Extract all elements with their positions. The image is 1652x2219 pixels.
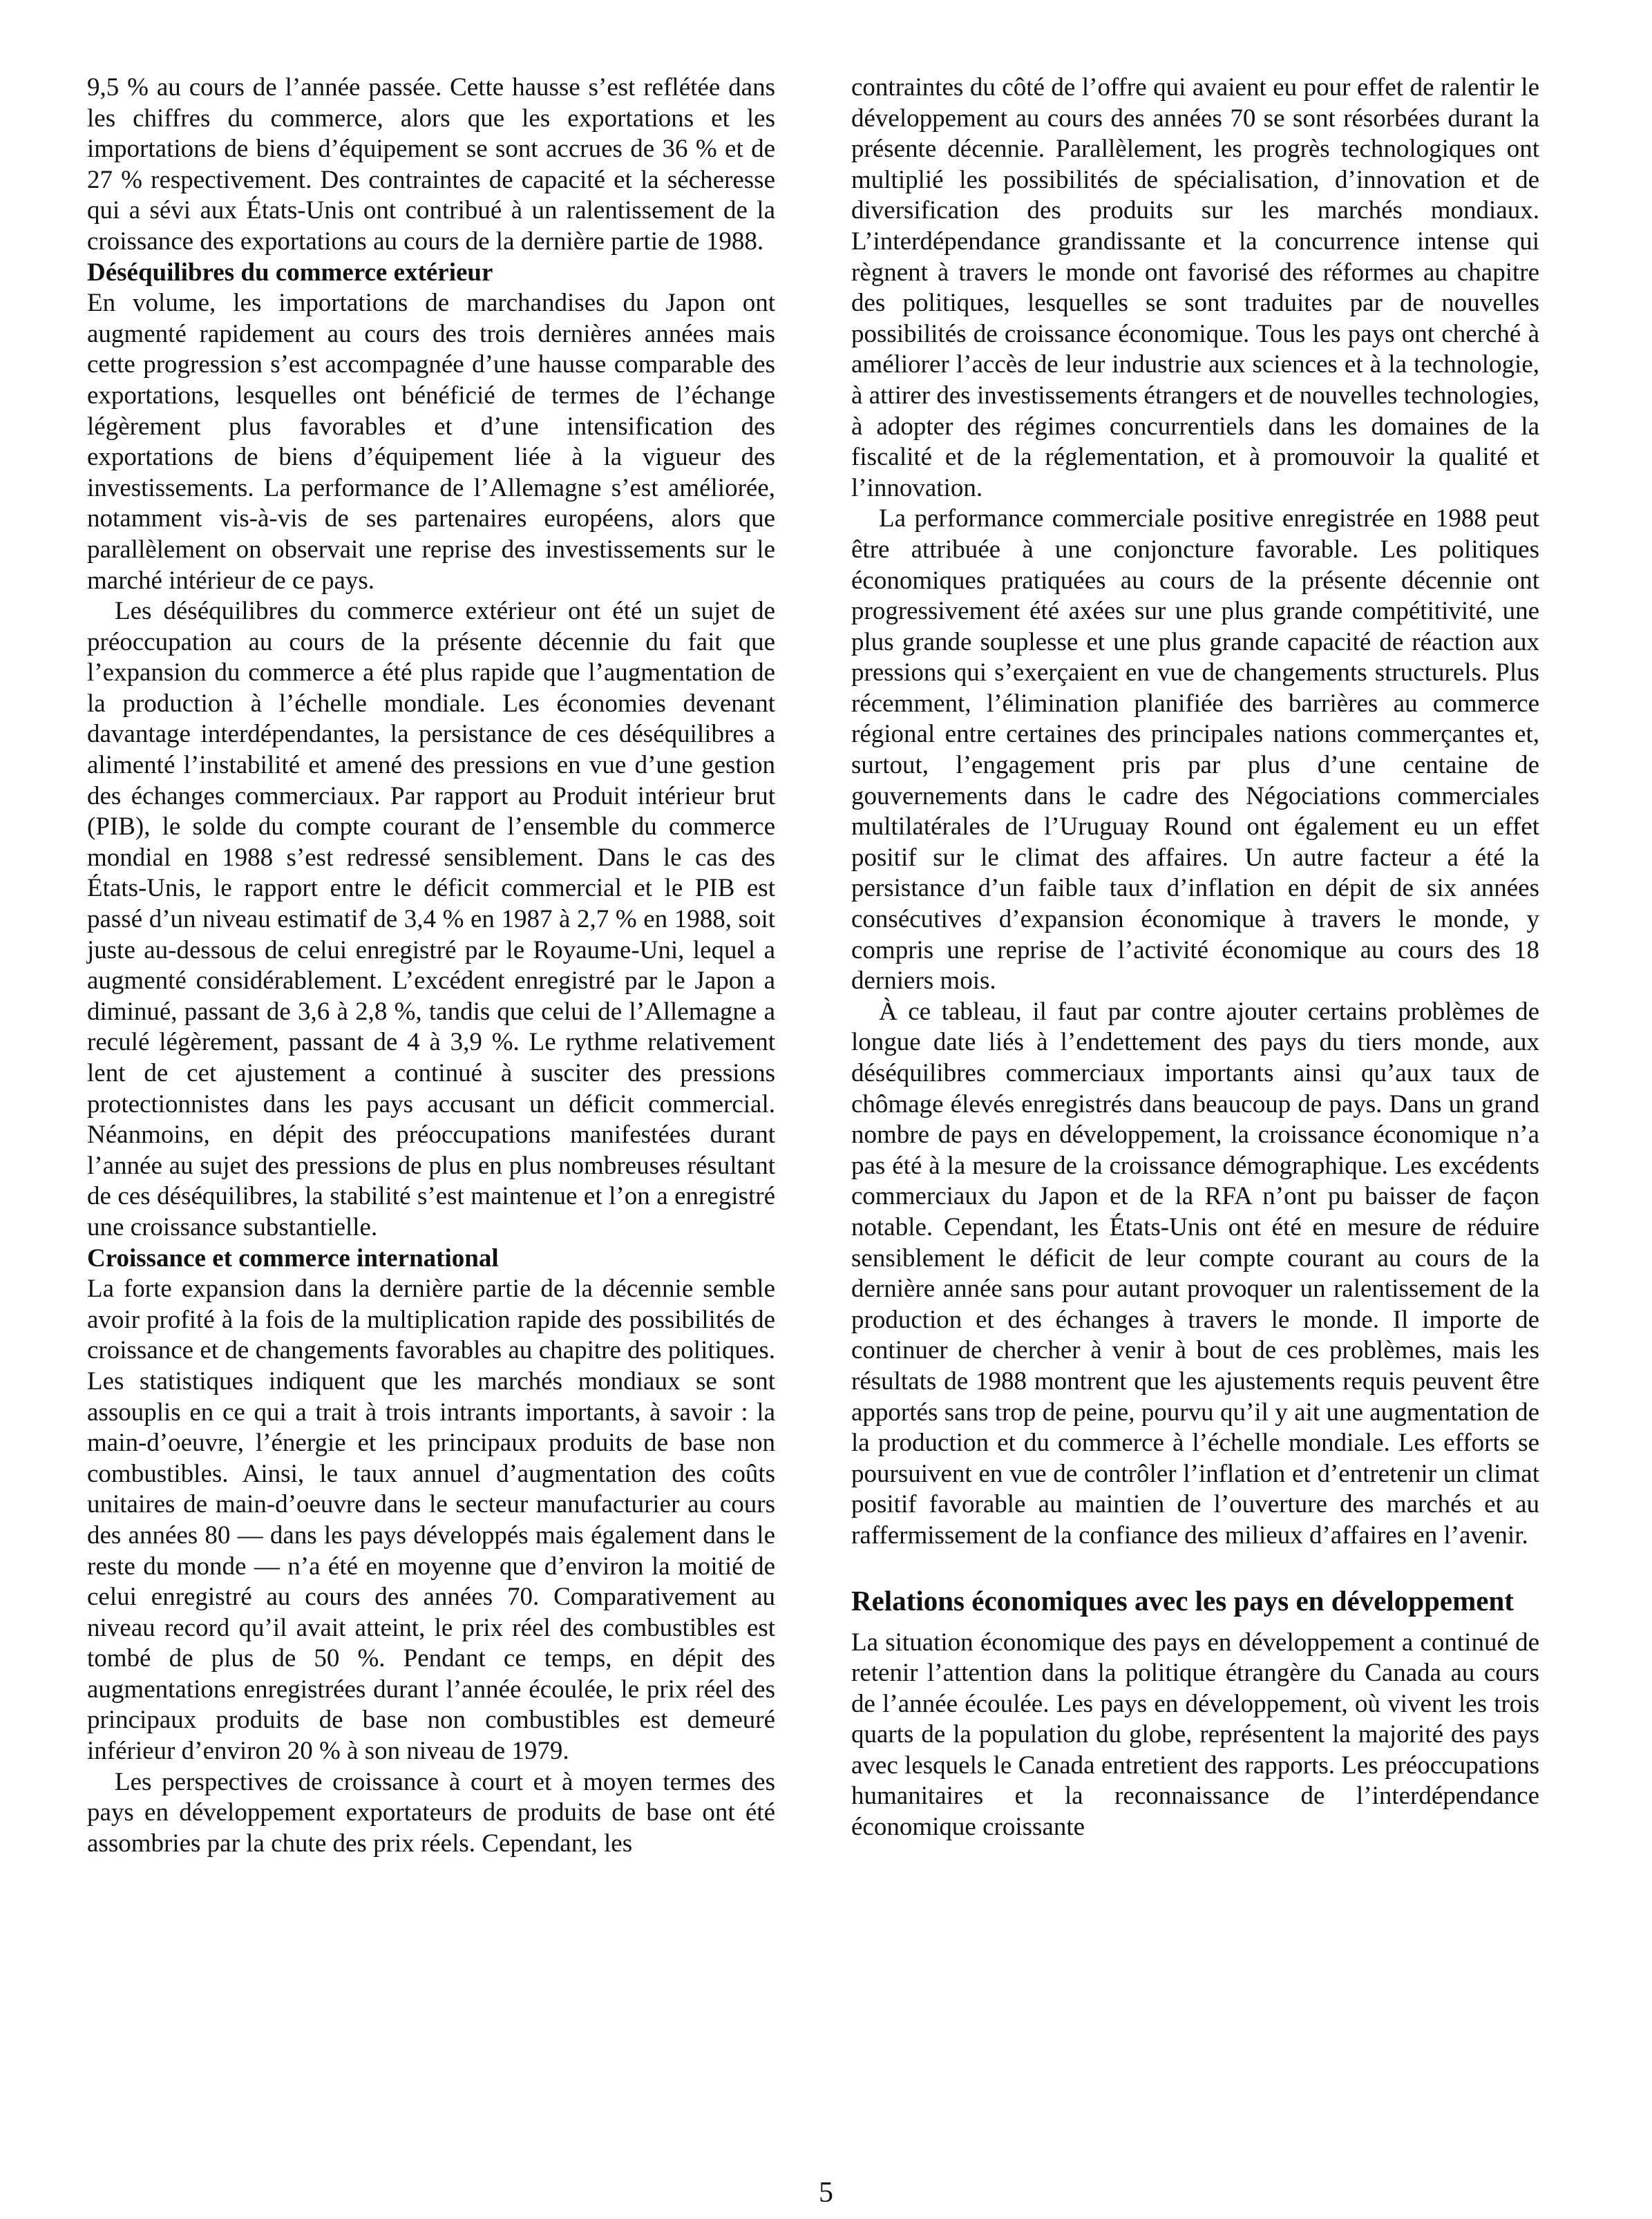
paragraph: contraintes du côté de l’offre qui avaient eu pour effet de ralentir le développement au cours des années 70 se sont résorbées durant la présente décennie. Parallèlement, les progrès technologiques ont multiplié les possibilités de spécialisation, d’innovation et de diversification des produits sur les marchés mondiaux. L’interdépendance grandissante et la concurrence intense qui règnent à travers le monde ont favorisé des réformes au chapitre des politiques, lesquelles se sont traduites par de nouvelles possibilités de croissance économique. Tous les pays ont cherché à améliorer l’accès de leur industrie aux sciences et à la technologie, à attirer des investissements étrangers et de nouvelles technologies, à adopter des régimes concurrentiels dans les domaines de la fiscalité et de la réglementation, et à promouvoir la qualité et l’innovation. <box>851 73 1539 502</box>
paragraph: Les perspectives de croissance à court et à moyen termes des pays en développement exportateurs de produits de base ont été assombries par la chute des prix réels. Cependant, les <box>87 1767 775 1858</box>
paragraph: La situation économique des pays en développement a continué de retenir l’attention dans la politique étrangère du Canada au cours de l’année écoulée. Les pays en développement, où vivent les trois quarts de la population du globe, représentent la majorité des pays avec lesquels le Canada entretient des rapports. Les préoccupations humanitaires et la reconnaissance de l’interdépendance économique croissante <box>851 1628 1539 1842</box>
paragraph: 9,5 % au cours de l’année passée. Cette hausse s’est reflétée dans les chiffres du commerce, alors que les exportations et les importations de biens d’équipement se sont accrues de 36 % et de 27 % respectivement. Des contraintes de capacité et la sécheresse qui a sévi aux États-Unis ont contribué à un ralentissement de la croissance des exportations au cours de la dernière partie de 1988. <box>87 73 775 256</box>
paragraph: À ce tableau, il faut par contre ajouter certains problèmes de longue date liés à l’endettement des pays du tiers monde, aux déséquilibres commerciaux importants ainsi qu’aux taux de chômage élevés enregistrés dans beaucoup de pays. Dans un grand nombre de pays en développement, la croissance économique n’a pas été à la mesure de la croissance démographique. Les excédents commerciaux du Japon et de la RFA n’ont pu baisser de façon notable. Cependant, les États-Unis ont été en mesure de réduire sensiblement le déficit de leur compte courant au cours de la dernière année sans pour autant provoquer un ralentissement de la production et des échanges à travers le monde. Il importe de continuer de chercher à venir à bout de ces problèmes, mais les résultats de 1988 montrent que les ajustements requis peuvent être apportés sans trop de peine, pourvu qu’il y ait une augmentation de la production et du commerce à l’échelle mondiale. Les efforts se poursuivent en vue de contrôler l’inflation et d’entretenir un climat positif favorable au maintien de l’ouverture des marchés et au raffermissement de la confiance des milieux d’affaires en l’avenir. <box>851 997 1539 1550</box>
paragraph: En volume, les importations de marchandises du Japon ont augmenté rapidement au cours des trois dernières années mais cette progression s’est accompagnée d’une hausse comparable des exportations, lesquelles ont bénéficié de termes de l’échange légèrement plus favorables et d’une intensification des exportations de biens d’équipement liée à la vigueur des investissements. La performance de l’Allemagne s’est améliorée, notamment vis-à-vis de ses partenaires européens, alors que parallèlement on observait une reprise des investissements sur le marché intérieur de ce pays. <box>87 289 775 595</box>
paragraph: Les déséquilibres du commerce extérieur ont été un sujet de préoccupation au cours de la présente décennie du fait que l’expansion du commerce a été plus rapide que l’augmentation de la production à l’échelle mondiale. Les économies devenant davantage interdépendantes, la persistance de ces déséquilibres a alimenté l’instabilité et amené des pressions en vue d’une gestion des échanges commerciaux. Par rapport au Produit intérieur brut (PIB), le solde du compte courant de l’ensemble du commerce mondial en 1988 s’est redressé sensiblement. Dans le cas des États-Unis, le rapport entre le déficit commercial et le PIB est passé d’un niveau estimatif de 3,4 % en 1987 à 2,7 % en 1988, soit juste au-dessous de celui enregistré par le Royaume-Uni, lequel a augmenté considérablement. L’excédent enregistré par le Japon a diminué, passant de 3,6 à 2,8 %, tandis que celui de l’Allemagne a reculé légèrement, passant de 4 à 3,9 %. Le rythme relativement lent de cet ajustement a continué à susciter des pressions protectionnistes dans les pays accusant un déficit commercial. Néanmoins, en dépit des préoccupations manifestées durant l’année au sujet des pressions de plus en plus nombreuses résultant de ces déséquilibres, la stabilité s’est maintenue et l’on a enregistré une croissance substantielle. <box>87 597 775 1241</box>
subheading-croissance: Croissance et commerce international <box>87 1244 499 1273</box>
page-number: 5 <box>819 2177 833 2209</box>
subheading-desequilibres: Déséquilibres du commerce extérieur <box>87 258 493 287</box>
paragraph: La forte expansion dans la dernière partie de la décennie semble avoir profité à la fois de la multiplication rapide des possibilités de croissance et de changements favorables au chapitre des politiques. Les statistiques indiquent que les marchés mondiaux se sont assouplis en ce qui a trait à trois intrants importants, à savoir : la main-d’oeuvre, l’énergie et les principaux produits de base non combustibles. Ainsi, le taux annuel d’augmentation des coûts unitaires de main-d’oeuvre dans le secteur manufacturier au cours des années 80 — dans les pays développés mais également dans le reste du monde — n’a été en moyenne que d’environ la moitié de celui enregistré au cours des années 70. Comparativement au niveau record qu’il avait atteint, le prix réel des combustibles est tombé de plus de 50 %. Pendant ce temps, en dépit des augmentations enregistrées durant l’année écoulée, le prix réel des principaux produits de base non combustibles est demeuré inférieur d’environ 20 % à son niveau de 1979. <box>87 1275 775 1766</box>
paragraph: La performance commerciale positive enregistrée en 1988 peut être attribuée à une conjoncture favorable. Les politiques économiques pratiquées au cours de la présente décennie ont progressivement été axées sur une plus grande compétitivité, une plus grande souplesse et une plus grande capacité de réaction aux pressions qui s’exerçaient en vue de changements structurels. Plus récemment, l’élimination planifiée des barrières au commerce régional entre certaines des principales nations commerçantes et, surtout, l’engagement pris par plus d’une centaine de gouvernements dans le cadre des Négociations commerciales multilatérales de l’Uruguay Round ont également eu un effet positif sur le climat des affaires. Un autre facteur a été la persistance d’un faible taux d’inflation en dépit de six années consécutives d’expansion économique à travers le monde, y compris une reprise de l’activité économique au cours des 18 derniers mois. <box>851 504 1539 996</box>
right-column <box>851 73 1539 1843</box>
section-title: Relations économiques avec les pays en développement <box>851 1584 1514 1617</box>
left-column <box>87 73 775 1859</box>
